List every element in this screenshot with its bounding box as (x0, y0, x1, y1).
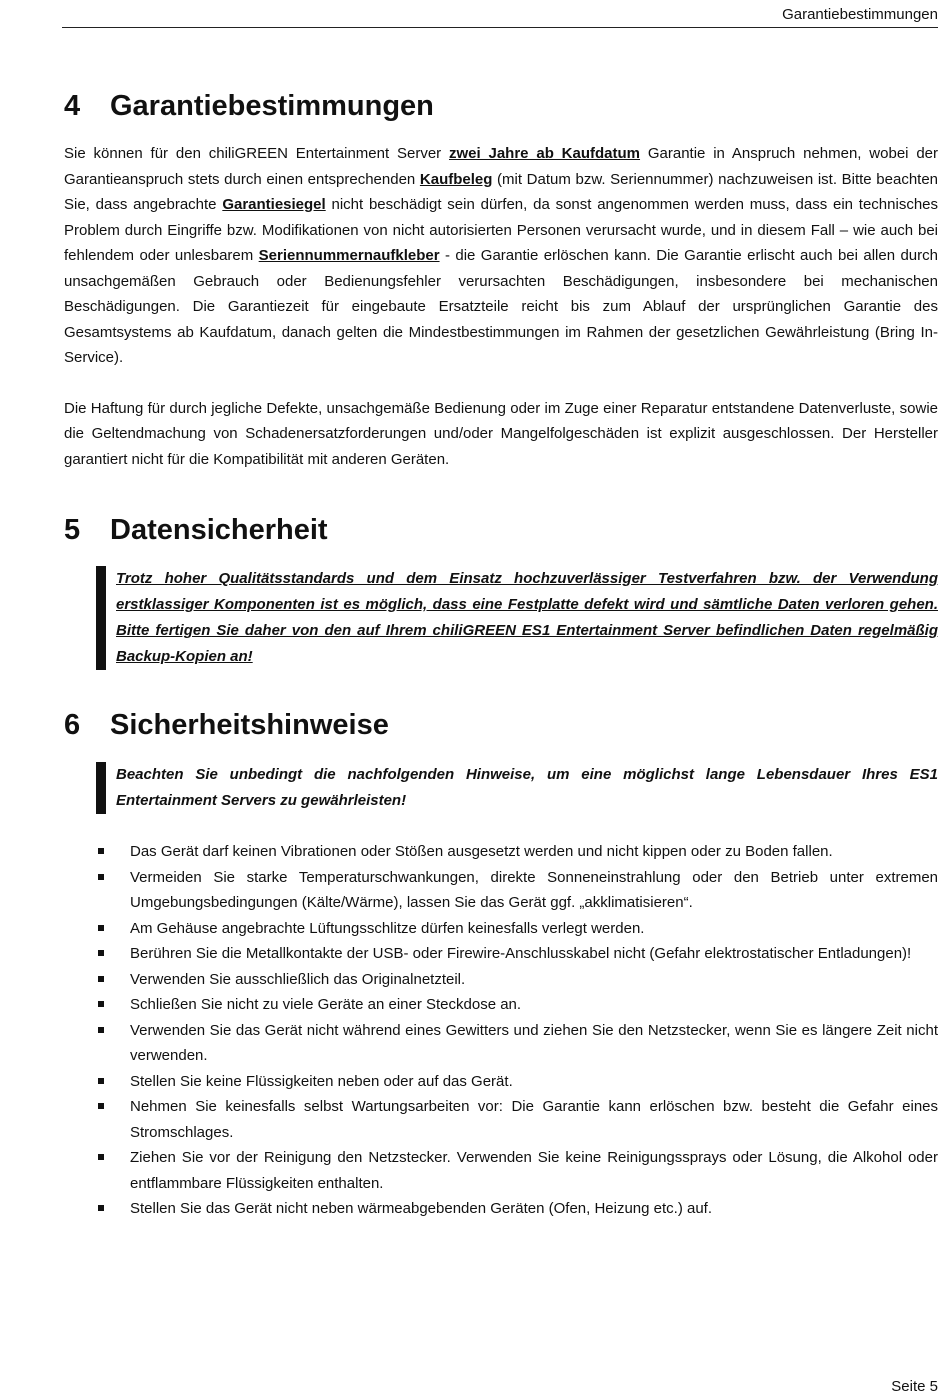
section-5-number: 5 (64, 514, 81, 546)
list-item (96, 865, 938, 916)
list-item-text: Stellen Sie das Gerät nicht neben wärmeabgebenden Geräten (Ofen, Heizung etc.) auf. (130, 1200, 713, 1217)
bullet-square-icon (98, 1078, 104, 1084)
text-run: Garantie in Anspruch nehmen, wobei der Garantieanspruch stets durch einen entsprechenden (64, 145, 939, 188)
section-6 (64, 707, 938, 743)
section-5-title: Datensicherheit (110, 514, 328, 546)
list-item-text: Schließen Sie nicht zu viele Geräte an einer Steckdose an. (130, 996, 522, 1013)
list-item (96, 1069, 938, 1095)
list-item-text: Am Gehäuse angebrachte Lüftungsschlitze dürfen keinesfalls verlegt werden. (130, 919, 645, 937)
section-4-body (64, 141, 938, 472)
list-item (96, 1094, 938, 1145)
list-item-text: Stellen Sie keine Flüssigkeiten neben oder auf das Gerät. (130, 1072, 513, 1090)
safety-callout: Beachten Sie unbedingt die nachfolgenden Hinweise, um eine möglichst lange Lebensdauer Ihres ES1 Entertainment Servers zu gewährleisten! (96, 762, 938, 814)
section-4-number: 4 (64, 90, 81, 122)
list-item-text: Verwenden Sie ausschließlich das Originalnetzteil. (130, 970, 466, 988)
warranty-paragraph (64, 141, 938, 371)
section-6-title: Sicherheitshinweise (110, 709, 389, 741)
bullet-square-icon (98, 1205, 104, 1211)
text-run: Sie können für den chiliGREEN Entertainment Server (64, 145, 449, 162)
bullet-square-icon (98, 1103, 104, 1109)
liability-paragraph: Die Haftung für durch jegliche Defekte, unsachgemäße Bedienung oder im Zuge einer Reparatur entstandene Datenverluste, sowie die Geltendmachung von Schadenersatzforderungen und/oder Mangelfolgeschäden ist explizit ausgeschlossen. Der Hersteller garantiert nicht für die Kompatibilität mit anderen Geräten. (64, 399, 938, 468)
list-item (96, 839, 938, 865)
receipt-term: Kaufbeleg (419, 170, 493, 188)
list-item (96, 941, 938, 967)
bullet-square-icon (98, 1154, 104, 1160)
data-security-callout: Trotz hoher Qualitätsstandards und dem Einsatz hochzuverlässiger Testverfahren bzw. der Verwendung erstklassiger Komponenten ist es möglich, dass eine Festplatte defekt wird und sämtliche Daten verloren gehen. Bitte fertigen Sie daher von den auf Ihrem chiliGREEN ES1 Entertainment Server befindlichen Daten regelmäßig Backup-Kopien an! (96, 566, 938, 670)
bullet-square-icon (98, 848, 104, 854)
section-4-heading (64, 88, 938, 124)
list-item (96, 967, 938, 993)
list-item-text: Das Gerät darf keinen Vibrationen oder Stößen ausgesetzt werden und nicht kippen oder zu Boden fallen. (130, 843, 833, 860)
bullet-square-icon (98, 874, 104, 880)
bullet-square-icon (98, 1027, 104, 1033)
serial-sticker-term: Seriennummernaufkleber (258, 247, 440, 264)
list-item (96, 992, 938, 1018)
section-6-heading (64, 707, 938, 743)
bullet-square-icon (98, 976, 104, 982)
section-5-heading (64, 512, 938, 548)
seal-term: Garantiesiegel (222, 196, 326, 213)
list-item-text: Berühren Sie die Metallkontakte der USB- oder Firewire-Anschlusskabel nicht (Gefahr elektrostatischer Entladungen)! (130, 945, 912, 962)
section-5 (64, 512, 938, 548)
bullet-square-icon (98, 950, 104, 956)
section-4-title: Garantiebestimmungen (110, 90, 434, 122)
list-item-text: Nehmen Sie keinesfalls selbst Wartungsarbeiten vor: Die Garantie kann erlöschen bzw. besteht die Gefahr eines Stromschlages. (130, 1098, 938, 1141)
section-6-number: 6 (64, 709, 81, 741)
text-run: - die Garantie erlöschen kann. Die Garantie erlischt auch bei allen durch unsachgemäßen Gebrauch oder Bedienungsfehler verursachten Beschädigungen, insbesondere bei mechanischen Beschädigungen. Die Garantiezeit für eingebaute Ersatzteile reicht bis zum Ablauf der ursprünglichen Garantie des Gesamtsystems ab Kaufdatum, danach gelten die Mindestbestimmungen im Rahmen der gesetzlichen Gewährleistung (Bring In-Service). (64, 247, 938, 366)
list-item (96, 916, 938, 942)
warranty-period: zwei Jahre ab Kaufdatum (448, 145, 641, 162)
list-item-text: Verwenden Sie das Gerät nicht während eines Gewitters und ziehen Sie den Netzstecker, wenn Sie es längere Zeit nicht verwenden. (130, 1021, 938, 1064)
text-run: nicht beschädigt sein dürfen, da sonst angenommen werden muss, dass ein technisches Problem durch Eingriffe bzw. Modifikationen von nicht autorisierten Personen verursacht wurde, und in diesem Fall – wie auch bei fehlendem oder unlesbarem (64, 196, 938, 264)
safety-list (96, 839, 938, 1222)
list-item-text: Vermeiden Sie starke Temperaturschwankungen, direkte Sonneneinstrahlung oder den Betrieb unter extremen Umgebungsbedingungen (Kälte/Wärme), lassen Sie das Gerät ggf. „akklimatisieren“. (130, 868, 938, 911)
section-4 (64, 88, 938, 124)
running-header: Garantiebestimmungen (62, 0, 938, 28)
list-item (96, 1196, 938, 1222)
bullet-square-icon (98, 925, 104, 931)
page-number: Seite 5 (891, 1378, 938, 1395)
text-run: (mit Datum bzw. Seriennummer) nachzuweisen ist. Bitte beachten Sie, dass angebrachte (64, 170, 939, 213)
list-item-text: Ziehen Sie vor der Reinigung den Netzstecker. Verwenden Sie keine Reinigungssprays oder Lösung, die Alkohol oder entflammbare Flüssigkeiten enthalten. (130, 1149, 938, 1192)
bullet-square-icon (98, 1001, 104, 1007)
list-item (96, 1018, 938, 1069)
list-item (96, 1145, 938, 1196)
